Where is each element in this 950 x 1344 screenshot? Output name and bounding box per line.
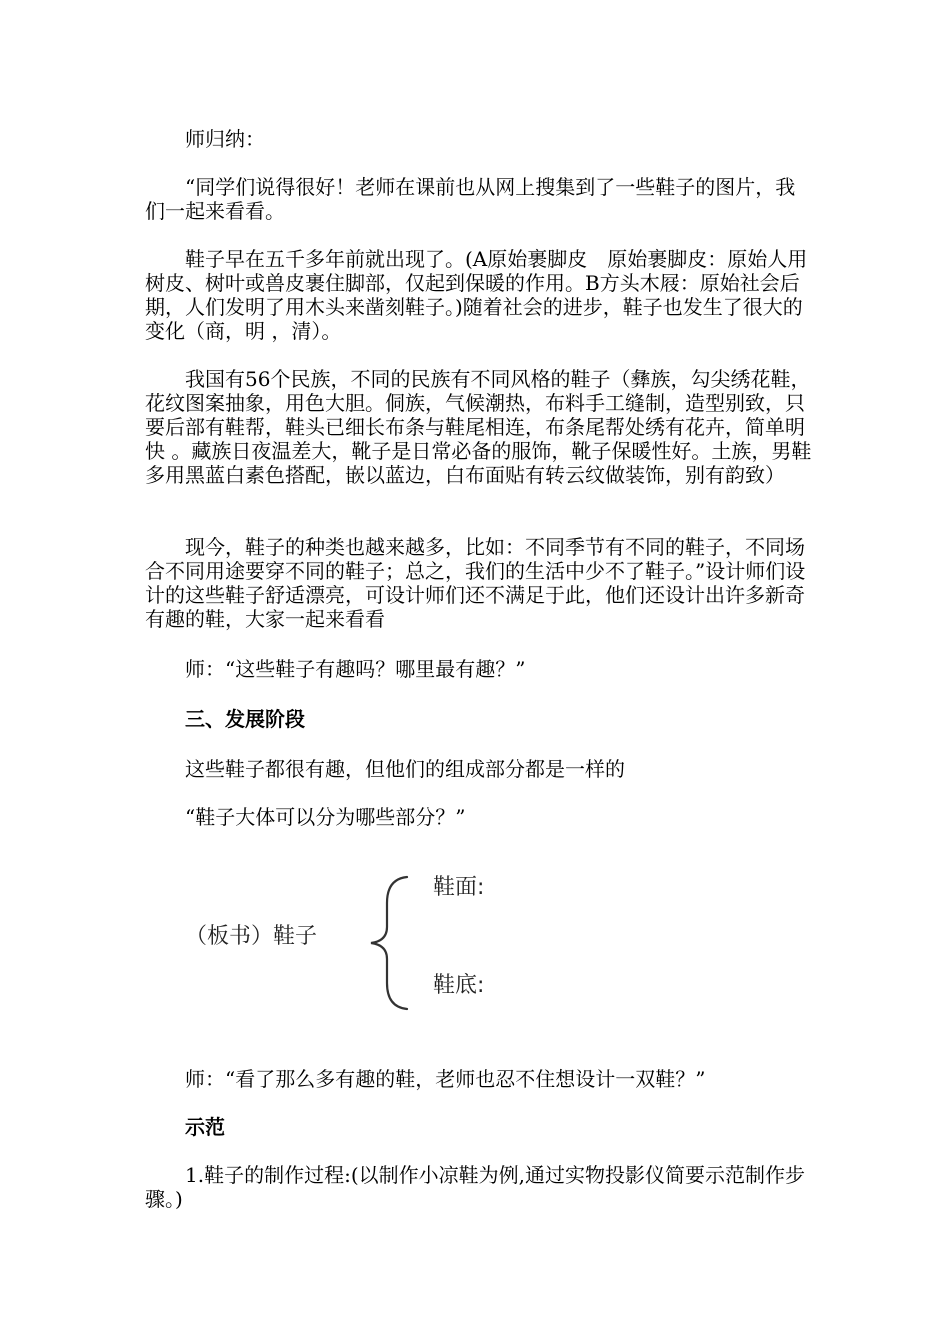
- paragraph-teacher-summary: [145, 127, 815, 151]
- section-heading-demo: [145, 1115, 815, 1139]
- paragraph-text: 鞋子早在五千多年前就出现了。(A原始裹脚皮 原始裹脚皮：原始人用树皮、树叶或兽皮裹住脚部，仅起到保暖的作用。B方头木屐：原始社会后期，人们发明了用木头来凿刻鞋子。)随着社会的进步，鞋子也发生了很大的变化（商，明 ，清）。: [145, 247, 808, 343]
- paragraph-components: [145, 757, 815, 781]
- paragraph-teacher-question: [145, 657, 815, 681]
- heading-text: 三、发展阶段: [185, 707, 305, 731]
- paragraph-text: 1.鞋子的制作过程:(以制作小凉鞋为例,通过实物投影仪简要示范制作步骤。): [145, 1163, 805, 1211]
- paragraph-text: 师：“看了那么多有趣的鞋，老师也忍不住想设计一双鞋？”: [185, 1067, 706, 1091]
- paragraph-shoe-history: [145, 247, 815, 343]
- paragraph-making-process: [145, 1163, 815, 1211]
- paragraph-text: 师归纳：: [185, 127, 265, 151]
- paragraph-text: 这些鞋子都很有趣，但他们的组成部分都是一样的: [185, 757, 625, 781]
- paragraph-text: 现今，鞋子的种类也越来越多，比如：不同季节有不同的鞋子，不同场合不同用途要穿不同的鞋子；总之，我们的生活中少不了鞋子。”设计师们设计的这些鞋子舒适漂亮，可设计师们还不满足于此，他们还设计出许多新奇有趣的鞋，大家一起来看看: [145, 535, 806, 631]
- paragraph-text: “鞋子大体可以分为哪些部分？”: [185, 805, 466, 829]
- blackboard-diagram: [185, 865, 545, 1025]
- section-heading-development: [145, 707, 815, 731]
- diagram-branch-upper: 鞋面:: [433, 875, 485, 900]
- curly-brace-icon: [365, 865, 425, 1025]
- paragraph-teacher-design: [145, 1067, 815, 1091]
- paragraph-parts-question: [145, 805, 815, 829]
- paragraph-text: 我国有56个民族，不同的民族有不同风格的鞋子（彝族，勾尖绣花鞋，花纹图案抽象，用色大胆。侗族，气候潮热，布料手工缝制，造型别致，只要后部有鞋帮，鞋头已细长布条与鞋尾相连，布条尾帮处绣有花卉，简单明快 。藏族日夜温差大，靴子是日常必备的服饰，靴子保暖性好。土族，男鞋多用黑蓝白素色搭配，嵌以蓝边，白布面贴有转云纹做装饰，别有韵致）: [145, 367, 812, 487]
- diagram-root-label: （板书）鞋子: [185, 924, 318, 949]
- paragraph-modern-shoes: [145, 535, 815, 631]
- paragraph-intro-quote: [145, 175, 815, 223]
- heading-text: 示范: [185, 1115, 225, 1139]
- paragraph-text: “同学们说得很好！老师在课前也从网上搜集到了一些鞋子的图片，我们一起来看看。: [145, 175, 796, 223]
- diagram-branch-sole: 鞋底:: [433, 973, 485, 998]
- paragraph-text: 师：“这些鞋子有趣吗？哪里最有趣？”: [185, 657, 526, 681]
- paragraph-ethnic-shoes: [145, 367, 815, 487]
